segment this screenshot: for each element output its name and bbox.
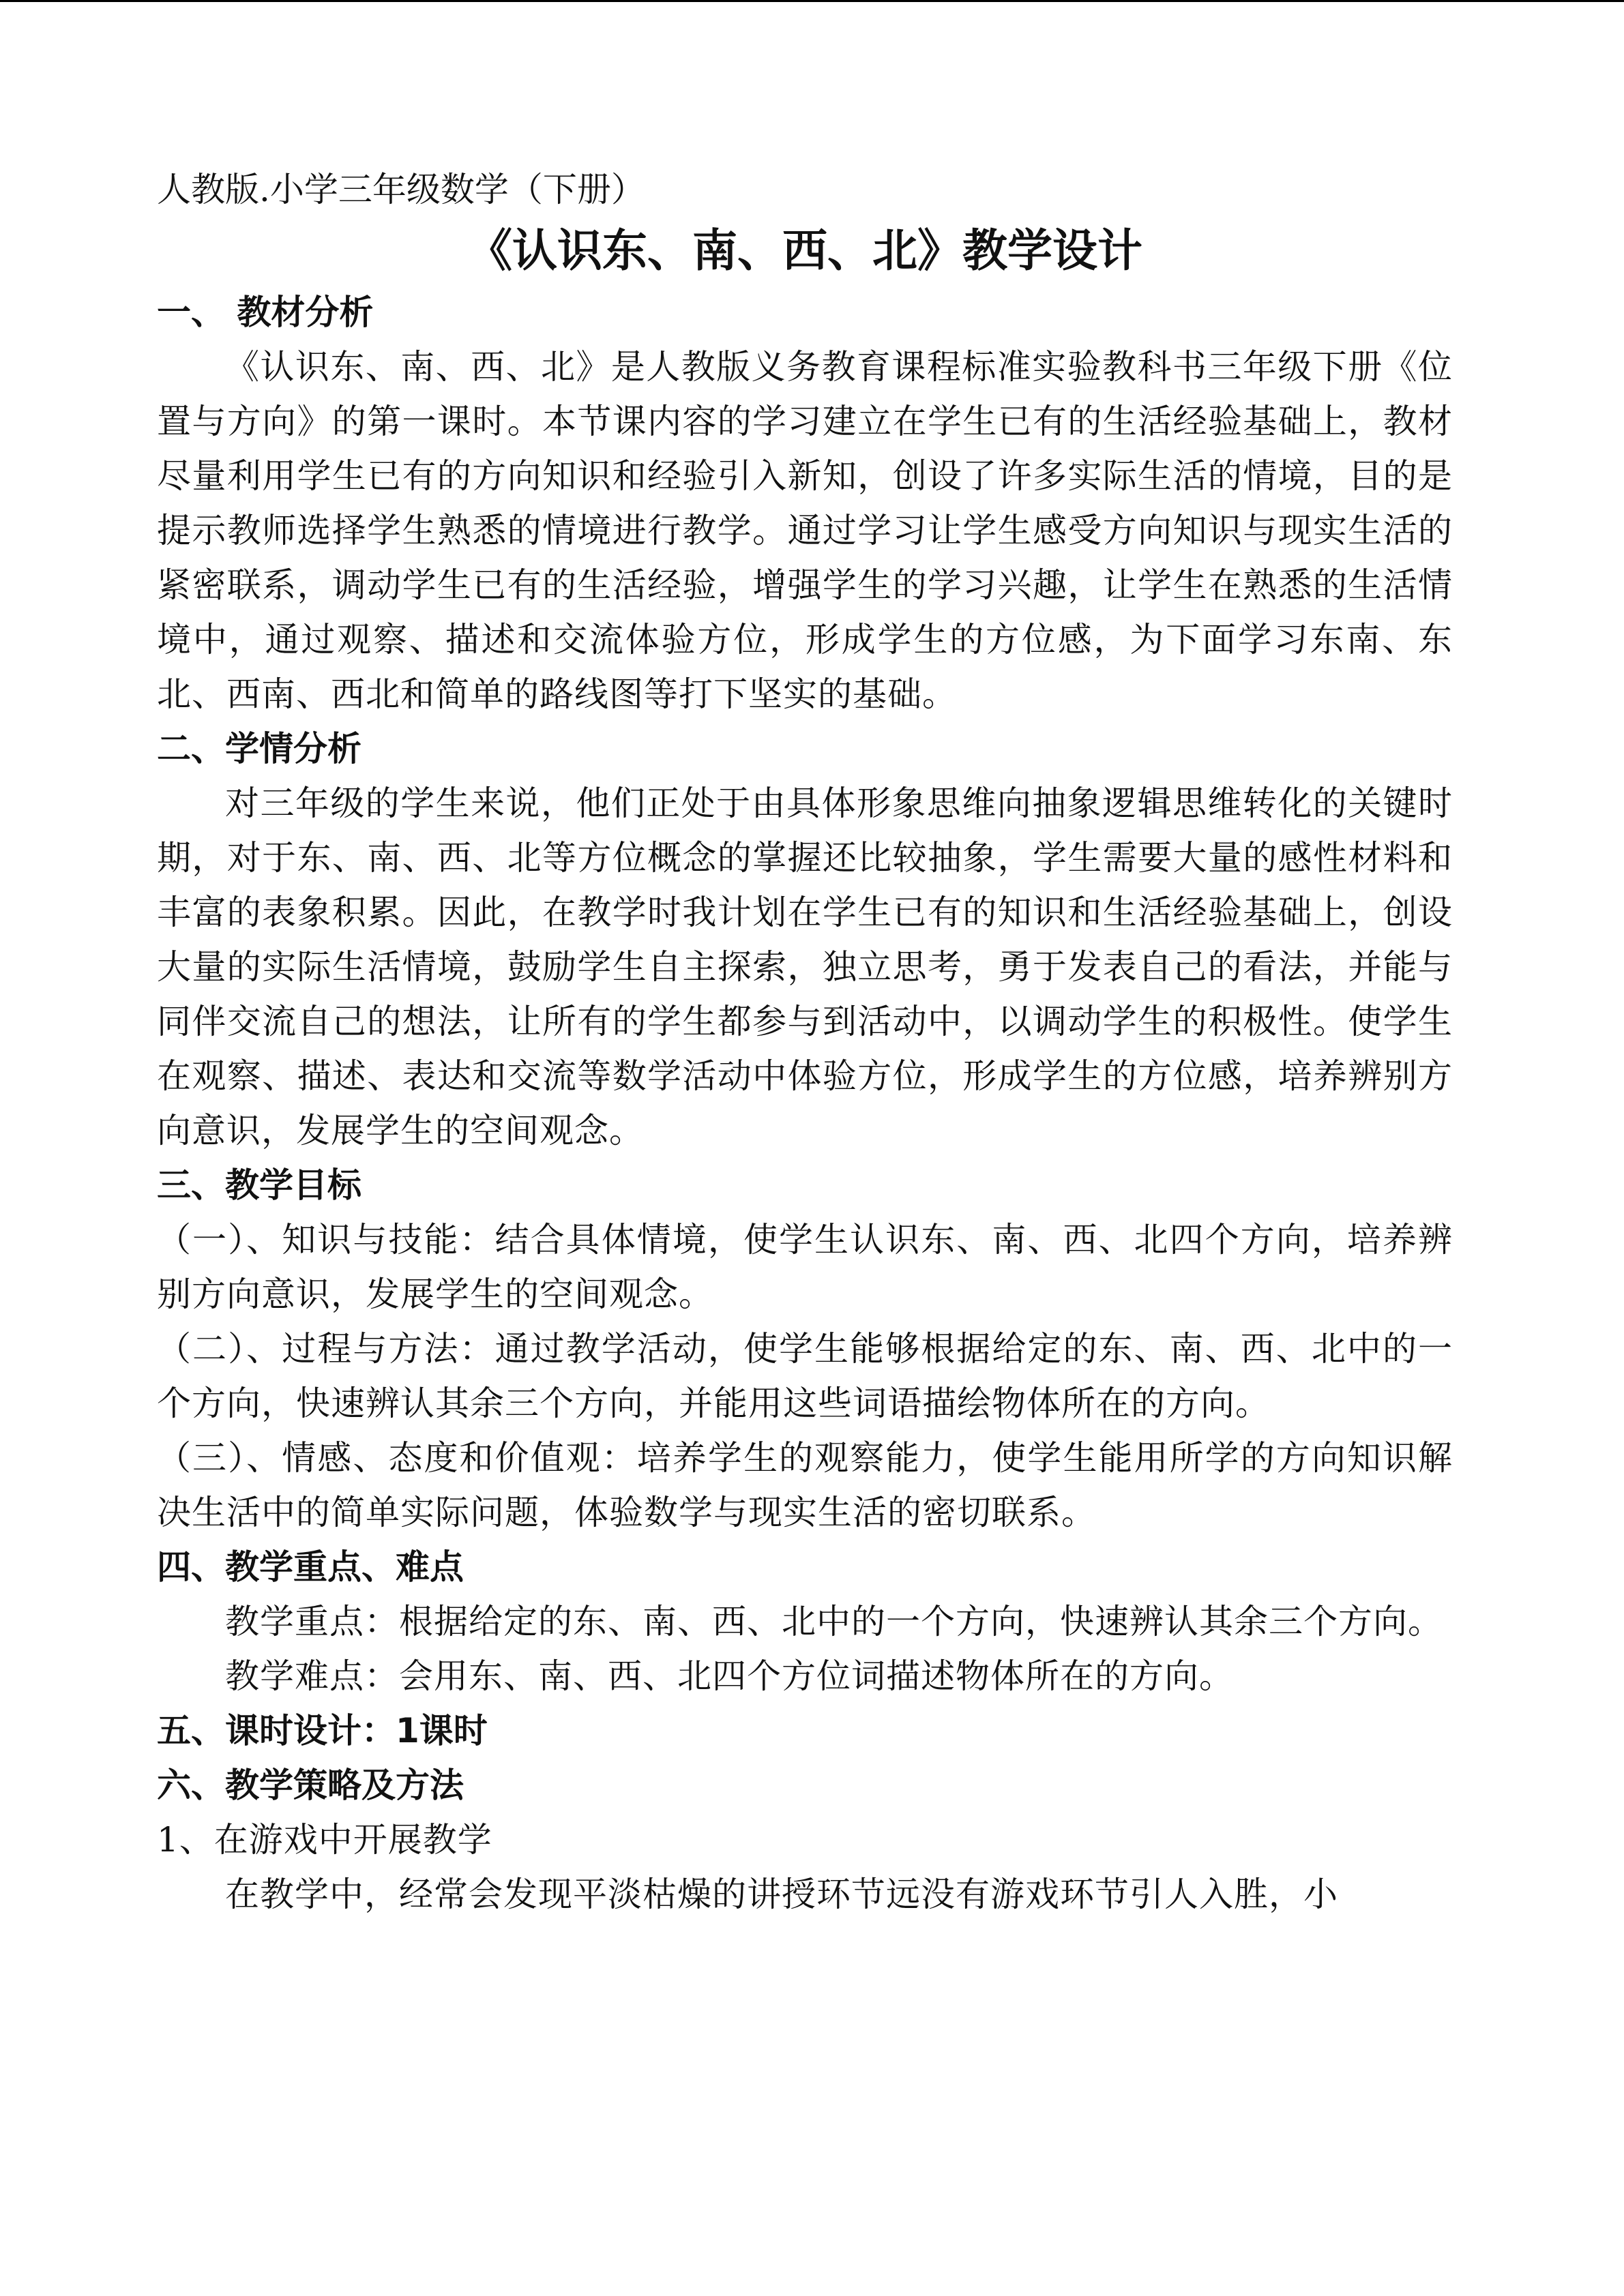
- section-heading-key-points: 四、教学重点、难点: [157, 1547, 464, 1587]
- subject-line: 人教版.小学三年级数学（下册）: [157, 170, 645, 209]
- strategy-item-title: 1、在游戏中开展教学: [157, 1820, 492, 1860]
- section-heading-materials: 一、 教材分析: [157, 293, 374, 332]
- section-heading-lesson-hours: 五、课时设计：1课时: [157, 1711, 488, 1750]
- document-page: [157, 162, 1453, 1922]
- objective-process-methods: （二）、过程与方法：通过教学活动，使学生能够根据给定的东、南、西、北中的一个方向，快速辨认其余三个方向，并能用这些词语描绘物体所在的方向。: [157, 1329, 1453, 1423]
- page-top-border: [0, 0, 1624, 2]
- strategy-paragraph: 在教学中，经常会发现平淡枯燥的讲授环节远没有游戏环节引人入胜，小: [225, 1875, 1338, 1914]
- difficulty-paragraph: 教学难点：会用东、南、西、北四个方位词描述物体所在的方向。: [225, 1656, 1234, 1696]
- document-title: 《认识东、南、西、北》教学设计: [467, 224, 1142, 277]
- section-heading-student-analysis: 二、学情分析: [157, 729, 361, 769]
- section-heading-objectives: 三、教学目标: [157, 1165, 361, 1205]
- key-point-paragraph: 教学重点：根据给定的东、南、西、北中的一个方向，快速辨认其余三个方向。: [225, 1602, 1443, 1641]
- objective-knowledge-skills: （一）、知识与技能：结合具体情境，使学生认识东、南、西、北四个方向，培养辨别方向意识，发展学生的空间观念。: [157, 1220, 1453, 1314]
- section-heading-strategies: 六、教学策略及方法: [157, 1765, 464, 1805]
- section-paragraph: 对三年级的学生来说，他们正处于由具体形象思维向抽象逻辑思维转化的关键时期，对于东、南、西、北等方位概念的掌握还比较抽象，学生需要大量的感性材料和丰富的表象积累。因此，在教学时我计划在学生已有的知识和生活经验基础上，创设大量的实际生活情境，鼓励学生自主探索，独立思考，勇于发表自己的看法，并能与同伴交流自己的想法，让所有的学生都参与到活动中，以调动学生的积极性。使学生在观察、描述、表达和交流等数学活动中体验方位，形成学生的方位感，培养辨别方向意识，发展学生的空间观念。: [157, 784, 1453, 1150]
- section-paragraph: 《认识东、南、西、北》是人教版义务教育课程标准实验教科书三年级下册《位置与方向》的第一课时。本节课内容的学习建立在学生已有的生活经验基础上，教材尽量利用学生已有的方向知识和经验引入新知，创设了许多实际生活的情境，目的是提示教师选择学生熟悉的情境进行教学。通过学习让学生感受方向知识与现实生活的紧密联系，调动学生已有的生活经验，增强学生的学习兴趣，让学生在熟悉的生活情境中，通过观察、描述和交流体验方位，形成学生的方位感，为下面学习东南、东北、西南、西北和简单的路线图等打下坚实的基础。: [157, 347, 1453, 714]
- objective-emotion-values: （三）、情感、态度和价值观：培养学生的观察能力，使学生能用所学的方向知识解决生活中的简单实际问题，体验数学与现实生活的密切联系。: [157, 1438, 1453, 1532]
